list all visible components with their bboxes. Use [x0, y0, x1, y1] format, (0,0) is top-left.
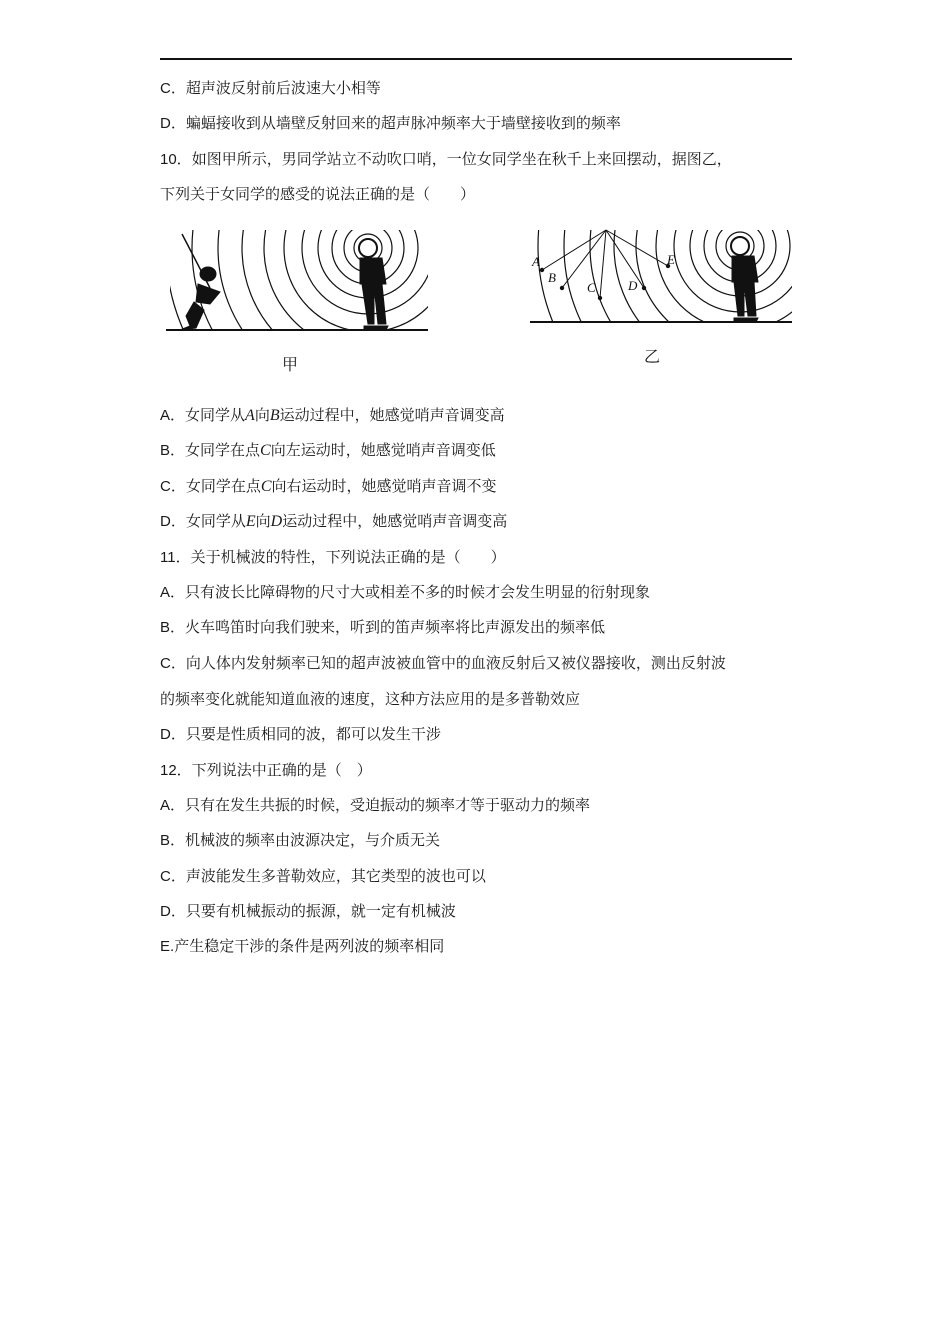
point-label-a: A	[532, 254, 540, 269]
point-label-d: D	[628, 278, 638, 293]
caption-jia: 甲	[282, 355, 299, 374]
question-11-option-a: A．只有波长比障碍物的尺寸大或相差不多的时候才会发生明显的衍射现象	[160, 583, 651, 601]
question-11-option-c-cont: 的频率变化就能知道血液的速度，这种方法应用的是多普勒效应	[160, 690, 581, 708]
swing-points	[540, 264, 670, 300]
whistling-boy-icon	[359, 239, 388, 330]
swinging-girl-icon	[180, 234, 220, 330]
option-c-prev: C．超声波反射前后波速大小相等	[160, 79, 381, 97]
point-label-b: B	[548, 270, 556, 285]
question-11-option-b: B．火车鸣笛时向我们驶来，听到的笛声频率将比声源发出的频率低	[160, 618, 606, 636]
question-10-option-a: A．女同学从A向B运动过程中，她感觉哨声音调变高	[160, 406, 505, 424]
question-12-option-b: B．机械波的频率由波源决定，与介质无关	[160, 831, 441, 849]
question-10-option-b: B．女同学在点C向左运动时，她感觉哨声音调变低	[160, 441, 496, 459]
question-12-option-c: C．声波能发生多普勒效应，其它类型的波也可以	[160, 867, 486, 885]
question-11-option-d: D．只要是性质相同的波，都可以发生干涉	[160, 725, 441, 743]
question-10-option-c: C．女同学在点C向右运动时，她感觉哨声音调不变	[160, 477, 497, 495]
question-12-option-e: E.产生稳定干涉的条件是两列波的频率相同	[160, 937, 445, 955]
header-rule	[160, 58, 792, 60]
question-10-stem: 10．如图甲所示，男同学站立不动吹口哨，一位女同学坐在秋千上来回摆动，据图乙，	[160, 150, 732, 168]
figure-jia	[160, 226, 440, 346]
question-12-option-d: D．只要有机械振动的振源，就一定有机械波	[160, 902, 456, 920]
point-label-e: E	[667, 252, 675, 267]
question-12-stem: 12．下列说法中正确的是（ ）	[160, 761, 372, 779]
sound-wavefronts	[166, 226, 440, 346]
option-d-prev: D．蝙蝠接收到从墙壁反射回来的超声脉冲频率大于墙壁接收到的频率	[160, 114, 621, 132]
question-12-option-a: A．只有在发生共振的时候，受迫振动的频率才等于驱动力的频率	[160, 796, 591, 814]
point-label-c: C	[587, 280, 596, 295]
question-10-stem-cont: 下列关于女同学的感受的说法正确的是（ ）	[160, 185, 476, 203]
question-11-stem: 11．关于机械波的特性，下列说法正确的是（ ）	[160, 548, 506, 566]
question-10-option-d: D．女同学从E向D运动过程中，她感觉哨声音调变高	[160, 512, 508, 530]
question-11-option-c: C．向人体内发射频率已知的超声波被血管中的血液反射后又被仪器接收，测出反射波	[160, 654, 726, 672]
caption-yi: 乙	[644, 347, 661, 366]
figure-yi	[526, 226, 796, 336]
